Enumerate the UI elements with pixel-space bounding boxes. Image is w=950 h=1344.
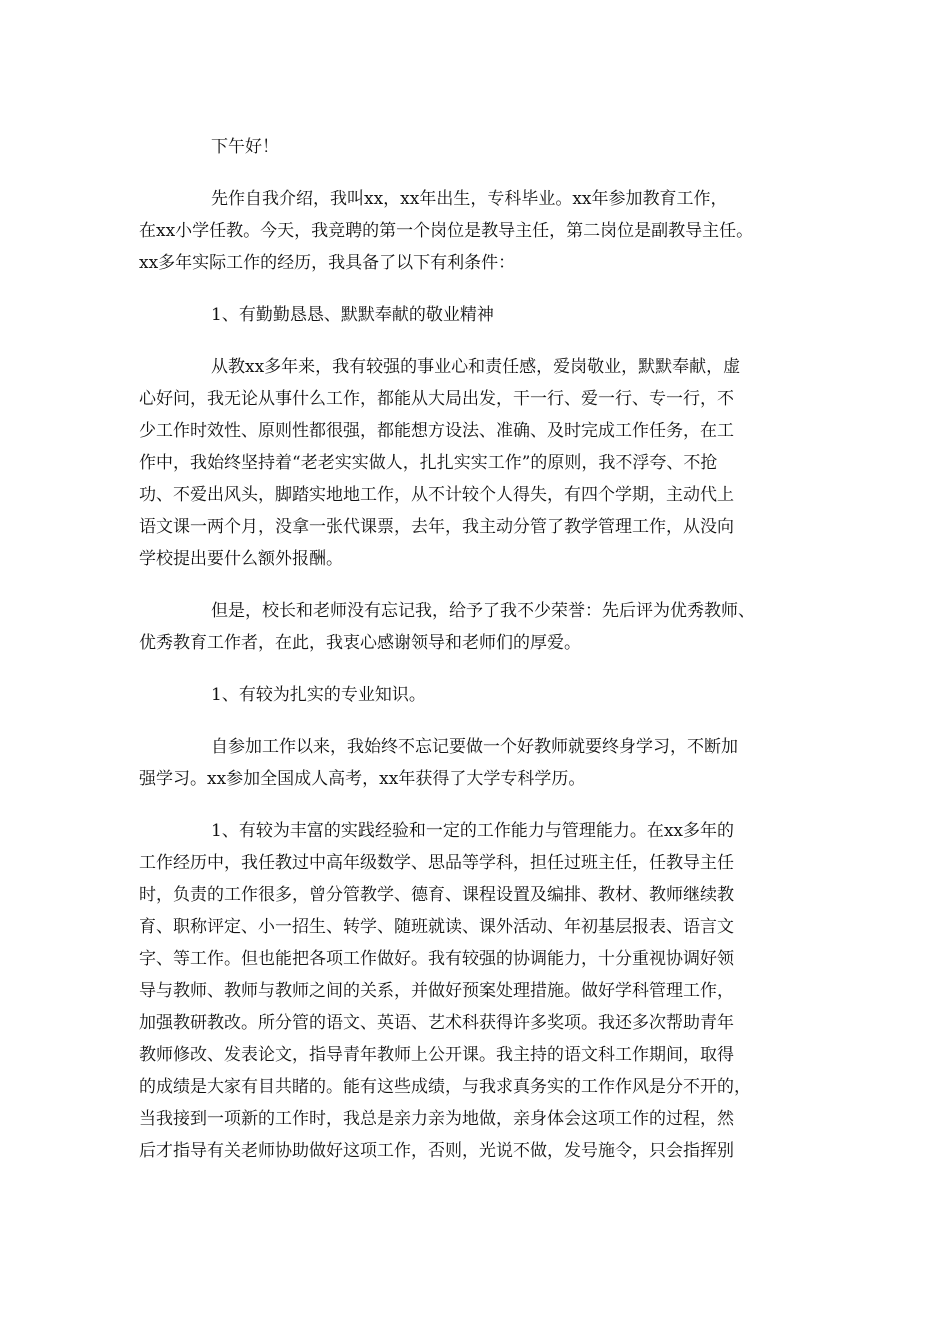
paragraph: [139, 183, 811, 279]
paragraph-line: 工作经历中，我任教过中高年级数学、思品等学科，担任过班主任，任教导主任: [139, 853, 734, 873]
paragraph-first-line: 下午好！: [211, 137, 279, 157]
paragraph-line: 字、等工作。但也能把各项工作做好。我有较强的协调能力，十分重视协调好领: [139, 949, 734, 969]
paragraph: [139, 299, 811, 331]
paragraph-line: 少工作时效性、原则性都很强，都能想方设法、准确、及时完成工作任务，在工: [139, 421, 734, 441]
paragraph-first-line: 但是，校长和老师没有忘记我，给予了我不少荣誉：先后评为优秀教师、: [211, 601, 755, 621]
paragraph-line: 心好问，我无论从事什么工作，都能从大局出发，干一行、爱一行、专一行，不: [139, 389, 734, 409]
paragraph-line: 时，负责的工作很多，曾分管教学、德育、课程设置及编排、教材、教师继续教: [139, 885, 734, 905]
paragraph-line: 学校提出要什么额外报酬。: [139, 549, 343, 569]
paragraph-line: 导与教师、教师与教师之间的关系，并做好预案处理措施。做好学科管理工作，: [139, 981, 734, 1001]
paragraph-first-line: 先作自我介绍，我叫xx，xx年出生，专科毕业。xx年参加教育工作，: [211, 189, 728, 209]
paragraph-line: 后才指导有关老师协助做好这项工作，否则，光说不做，发号施令，只会指挥别: [139, 1141, 734, 1161]
paragraph: [139, 595, 811, 659]
paragraph-line: 的成绩是大家有目共睹的。能有这些成绩，与我求真务实的工作作风是分不开的，: [139, 1077, 751, 1097]
paragraph: [139, 351, 811, 575]
paragraph-line: 加强教研教改。所分管的语文、英语、艺术科获得许多奖项。我还多次帮助青年: [139, 1013, 734, 1033]
paragraph: [139, 731, 811, 795]
paragraph-line: 育、职称评定、小一招生、转学、随班就读、课外活动、年初基层报表、语言文: [139, 917, 734, 937]
paragraph-line: 在xx小学任教。今天，我竞聘的第一个岗位是教导主任，第二岗位是副教导主任。: [139, 221, 754, 241]
paragraph: [139, 679, 811, 711]
paragraph-first-line: 1、有勤勤恳恳、默默奉献的敬业精神: [211, 305, 494, 325]
paragraph: [139, 131, 811, 163]
paragraph-line: 作中，我始终坚持着“老老实实做人，扎扎实实工作”的原则，我不浮夸、不抢: [139, 453, 718, 473]
paragraph: [139, 815, 811, 1167]
paragraph-line: xx多年实际工作的经历，我具备了以下有利条件：: [139, 253, 516, 273]
paragraph-line: 强学习。xx参加全国成人高考，xx年获得了大学专科学历。: [139, 769, 586, 789]
paragraph-first-line: 从教xx多年来，我有较强的事业心和责任感，爱岗敬业，默默奉献，虚: [211, 357, 741, 377]
paragraph-first-line: 1、有较为丰富的实践经验和一定的工作能力与管理能力。在xx多年的: [211, 821, 734, 841]
paragraph-first-line: 1、有较为扎实的专业知识。: [211, 685, 426, 705]
paragraph-line: 教师修改、发表论文，指导青年教师上公开课。我主持的语文科工作期间，取得: [139, 1045, 734, 1065]
paragraph-line: 当我接到一项新的工作时，我总是亲力亲为地做，亲身体会这项工作的过程，然: [139, 1109, 734, 1129]
paragraph-line: 语文课一两个月，没拿一张代课票，去年，我主动分管了教学管理工作，从没向: [139, 517, 734, 537]
paragraph-line: 优秀教育工作者，在此，我衷心感谢领导和老师们的厚爱。: [139, 633, 581, 653]
paragraph-line: 功、不爱出风头，脚踏实地地工作，从不计较个人得失，有四个学期，主动代上: [139, 485, 734, 505]
paragraph-first-line: 自参加工作以来，我始终不忘记要做一个好教师就要终身学习，不断加: [211, 737, 738, 757]
document-body: [139, 131, 811, 1187]
